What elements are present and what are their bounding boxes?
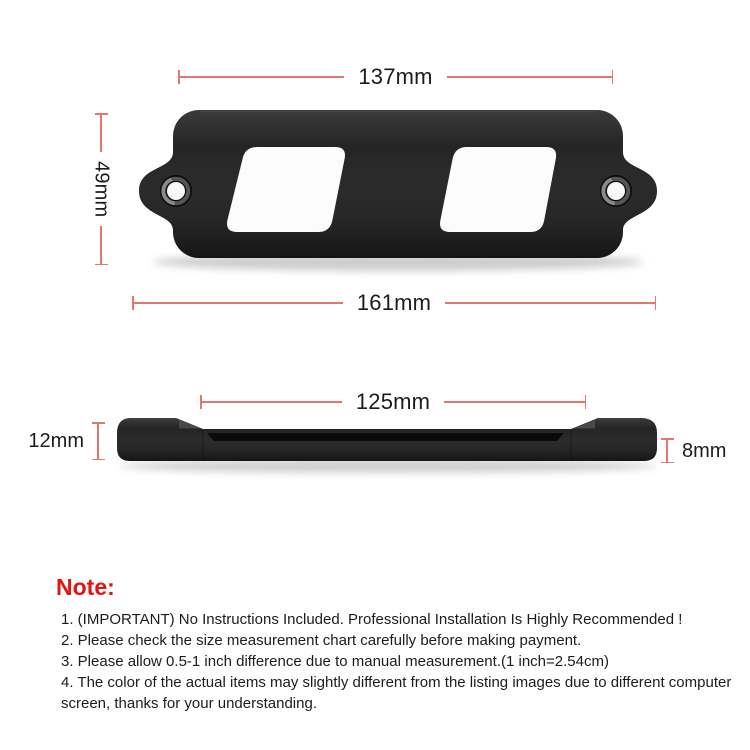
dimension-line	[447, 76, 612, 78]
plate-sheen	[139, 110, 657, 258]
dimension-label-side-left: 12mm	[28, 430, 84, 452]
mounting-hole-left	[160, 175, 192, 207]
side-recess-slot	[207, 433, 564, 441]
dimension-tick	[661, 462, 674, 464]
dimension-label: 49mm	[90, 160, 113, 218]
dimension-tick	[655, 296, 657, 310]
dimension-side-right-height	[660, 438, 674, 463]
dimension-label: 125mm	[355, 389, 431, 414]
dimension-line	[666, 440, 668, 462]
dimension-top-inner-width	[178, 64, 613, 89]
plate-side-view	[117, 418, 657, 461]
note-item: 3. Please allow 0.5-1 inch difference due to manual measurement.(1 inch=2.54cm)	[61, 653, 609, 670]
note-item: 4. The color of the actual items may slightly different from the listing images due to different computer screen, thanks for your understanding.	[61, 674, 732, 712]
dimension-line	[202, 401, 342, 403]
dimension-tick	[92, 459, 105, 461]
dimension-side-left-height	[91, 422, 105, 460]
dimension-label: 137mm	[358, 64, 433, 89]
note-item: 2. Please check the size measurement chart carefully before making payment.	[61, 632, 582, 649]
hole-through	[167, 182, 185, 200]
note-section	[56, 574, 750, 714]
dimension-top-total-width	[132, 290, 656, 315]
cutout-left	[227, 147, 345, 232]
side-view-shadow	[120, 459, 656, 473]
hole-through	[607, 182, 625, 200]
dimension-tick	[585, 395, 587, 409]
dimension-line	[97, 424, 99, 459]
dimension-top-height	[90, 113, 113, 265]
dimension-line	[445, 302, 654, 304]
dimension-label-side-right: 8mm	[682, 440, 727, 462]
dimension-tick	[95, 264, 108, 266]
plate-top-view	[139, 110, 657, 258]
mounting-hole-right	[600, 175, 632, 207]
dimension-tick	[612, 70, 614, 84]
dimension-line	[100, 226, 102, 263]
note-heading: Note:	[56, 574, 115, 600]
dimension-line	[134, 302, 343, 304]
dimension-label: 161mm	[356, 290, 432, 315]
dimension-line	[100, 115, 102, 152]
note-items	[56, 609, 750, 714]
note-item: 1. (IMPORTANT) No Instructions Included. Professional Installation Is Highly Recommended !	[61, 611, 683, 628]
dimension-line	[180, 76, 345, 78]
cutout-right	[440, 147, 556, 232]
dimension-line	[444, 401, 584, 403]
dimension-side-inner-width	[200, 389, 586, 414]
